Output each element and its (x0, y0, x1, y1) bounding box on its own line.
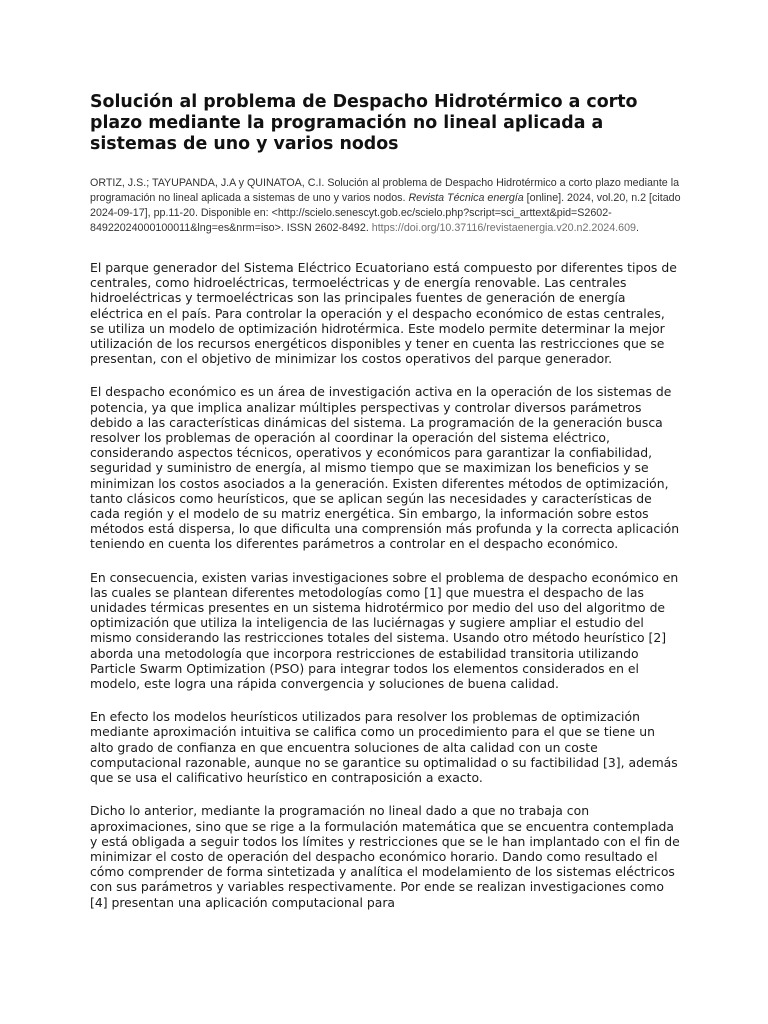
document-page (90, 92, 682, 928)
document-title: Solución al problema de Despacho Hidrotérmico a corto plazo mediante la programación no lineal aplicada a sistemas de uno y varios nodos (90, 92, 638, 154)
body-paragraph-3: En consecuencia, existen varias investigaciones sobre el problema de despacho económico en las cuales se plantean diferentes metodologías como [1] que muestra el despacho de las unidades térmicas presentes en un sistema hidrotérmico por medio del uso del algoritmo de optimización que utiliza la inteligencia de las luciérnagas y sugiere ampliar el estudio del mismo considerando las restricciones totales del sistema. Usando otro método heurístico [2] aborda una metodología que incorpora restricciones de estabilidad transitoria utilizando Particle Swarm Optimization (PSO) para integrar todos los elementos considerados en el modelo, este logra una rápida convergencia y soluciones de buena calidad. (90, 569, 679, 692)
citation-journal: Revista Técnica energía (408, 192, 524, 204)
body-paragraph-2: El despacho económico es un área de investigación activa en la operación de los sistemas de potencia, ya que implica analizar múltiples perspectivas y controlar diversos parámetros debido a las características dinámicas del sistema. La programación de la generación busca resolver los problemas de operación al coordinar la operación del sistema eléctrico, considerando aspectos técnicos, operativos y económicos para garantizar la confiabilidad, seguridad y suministro de energía, al mismo tiempo que se maximizan los beneficios y se minimizan los costos asociados a la generación. Existen diferentes métodos de optimización, tanto clásicos como heurísticos, que se aplican según las necesidades y características de cada región y el modelo de su matriz energética. Sin embargo, la información sobre estos métodos está dispersa, lo que dificulta una comprensión más profunda y la correcta aplicación teniendo en cuenta los diferentes parámetros a controlar en el despacho económico. (90, 384, 680, 552)
body-paragraph-4: En efecto los modelos heurísticos utilizados para resolver los problemas de optimización mediante aproximación intuitiva se califica como un procedimiento para el que se tiene un alto grado de confianza en que encuentra soluciones de alta calidad con un coste computacional razonable, aunque no se garantice su optimalidad o su factibilidad [3], además que se usa el calificativo heurístico en contraposición a exacto. (90, 709, 678, 786)
citation-details: [online]. 2024, vol.20, n.2 [citado 2024-09-17], pp.11-20. Disponible en: <http://scielo.senescyt.gob.ec/scielo.php?script=sci_arttext&pid=S2602-84922024000100011&lng=es&nrm=iso>. ISSN 2602-8492. (90, 192, 681, 234)
body-paragraph-5: Dicho lo anterior, mediante la programación no lineal dado a que no trabaja con aproximaciones, sino que se rige a la formulación matemática que se encuentra contemplada y está obligada a seguir todos los límites y restricciones que se le han implantado con el fin de minimizar el costo de operación del despacho económico horario. Dando como resultado el cómo comprender de forma sintetizada y analítica el modelamiento de los sistemas eléctricos con sus parámetros y variables respectivamente. Por ende se realizan investigaciones como [4] presentan una aplicación computacional para (90, 803, 680, 910)
citation-reference (90, 176, 682, 236)
citation-end: . (635, 222, 639, 234)
body-paragraph-1: El parque generador del Sistema Eléctrico Ecuatoriano está compuesto por diferentes tipos de centrales, como hidroeléctricas, termoeléctricas y de energía renovable. Las centrales hidroeléctricas y termoeléctricas son las principales fuentes de generación de energía eléctrica en el país. Para controlar la operación y el despacho económico de estas centrales, se utiliza un modelo de optimización hidrotérmica. Este modelo permite determinar la mejor utilización de los recursos energéticos disponibles y tener en cuenta las restricciones que se presentan, con el objetivo de minimizar los costos operativos del parque generador. (90, 260, 677, 367)
citation-authors-and-title: ORTIZ, J.S.; TAYUPANDA, J.A y QUINATOA, C.I. Solución al problema de Despacho Hidrotérmico a corto plazo mediante la programación no lineal aplicada a sistemas de uno y varios nodos. (90, 177, 680, 204)
citation-doi-link[interactable]: https://doi.org/10.37116/revistaenergia.v20.n2.2024.609 (371, 222, 636, 234)
